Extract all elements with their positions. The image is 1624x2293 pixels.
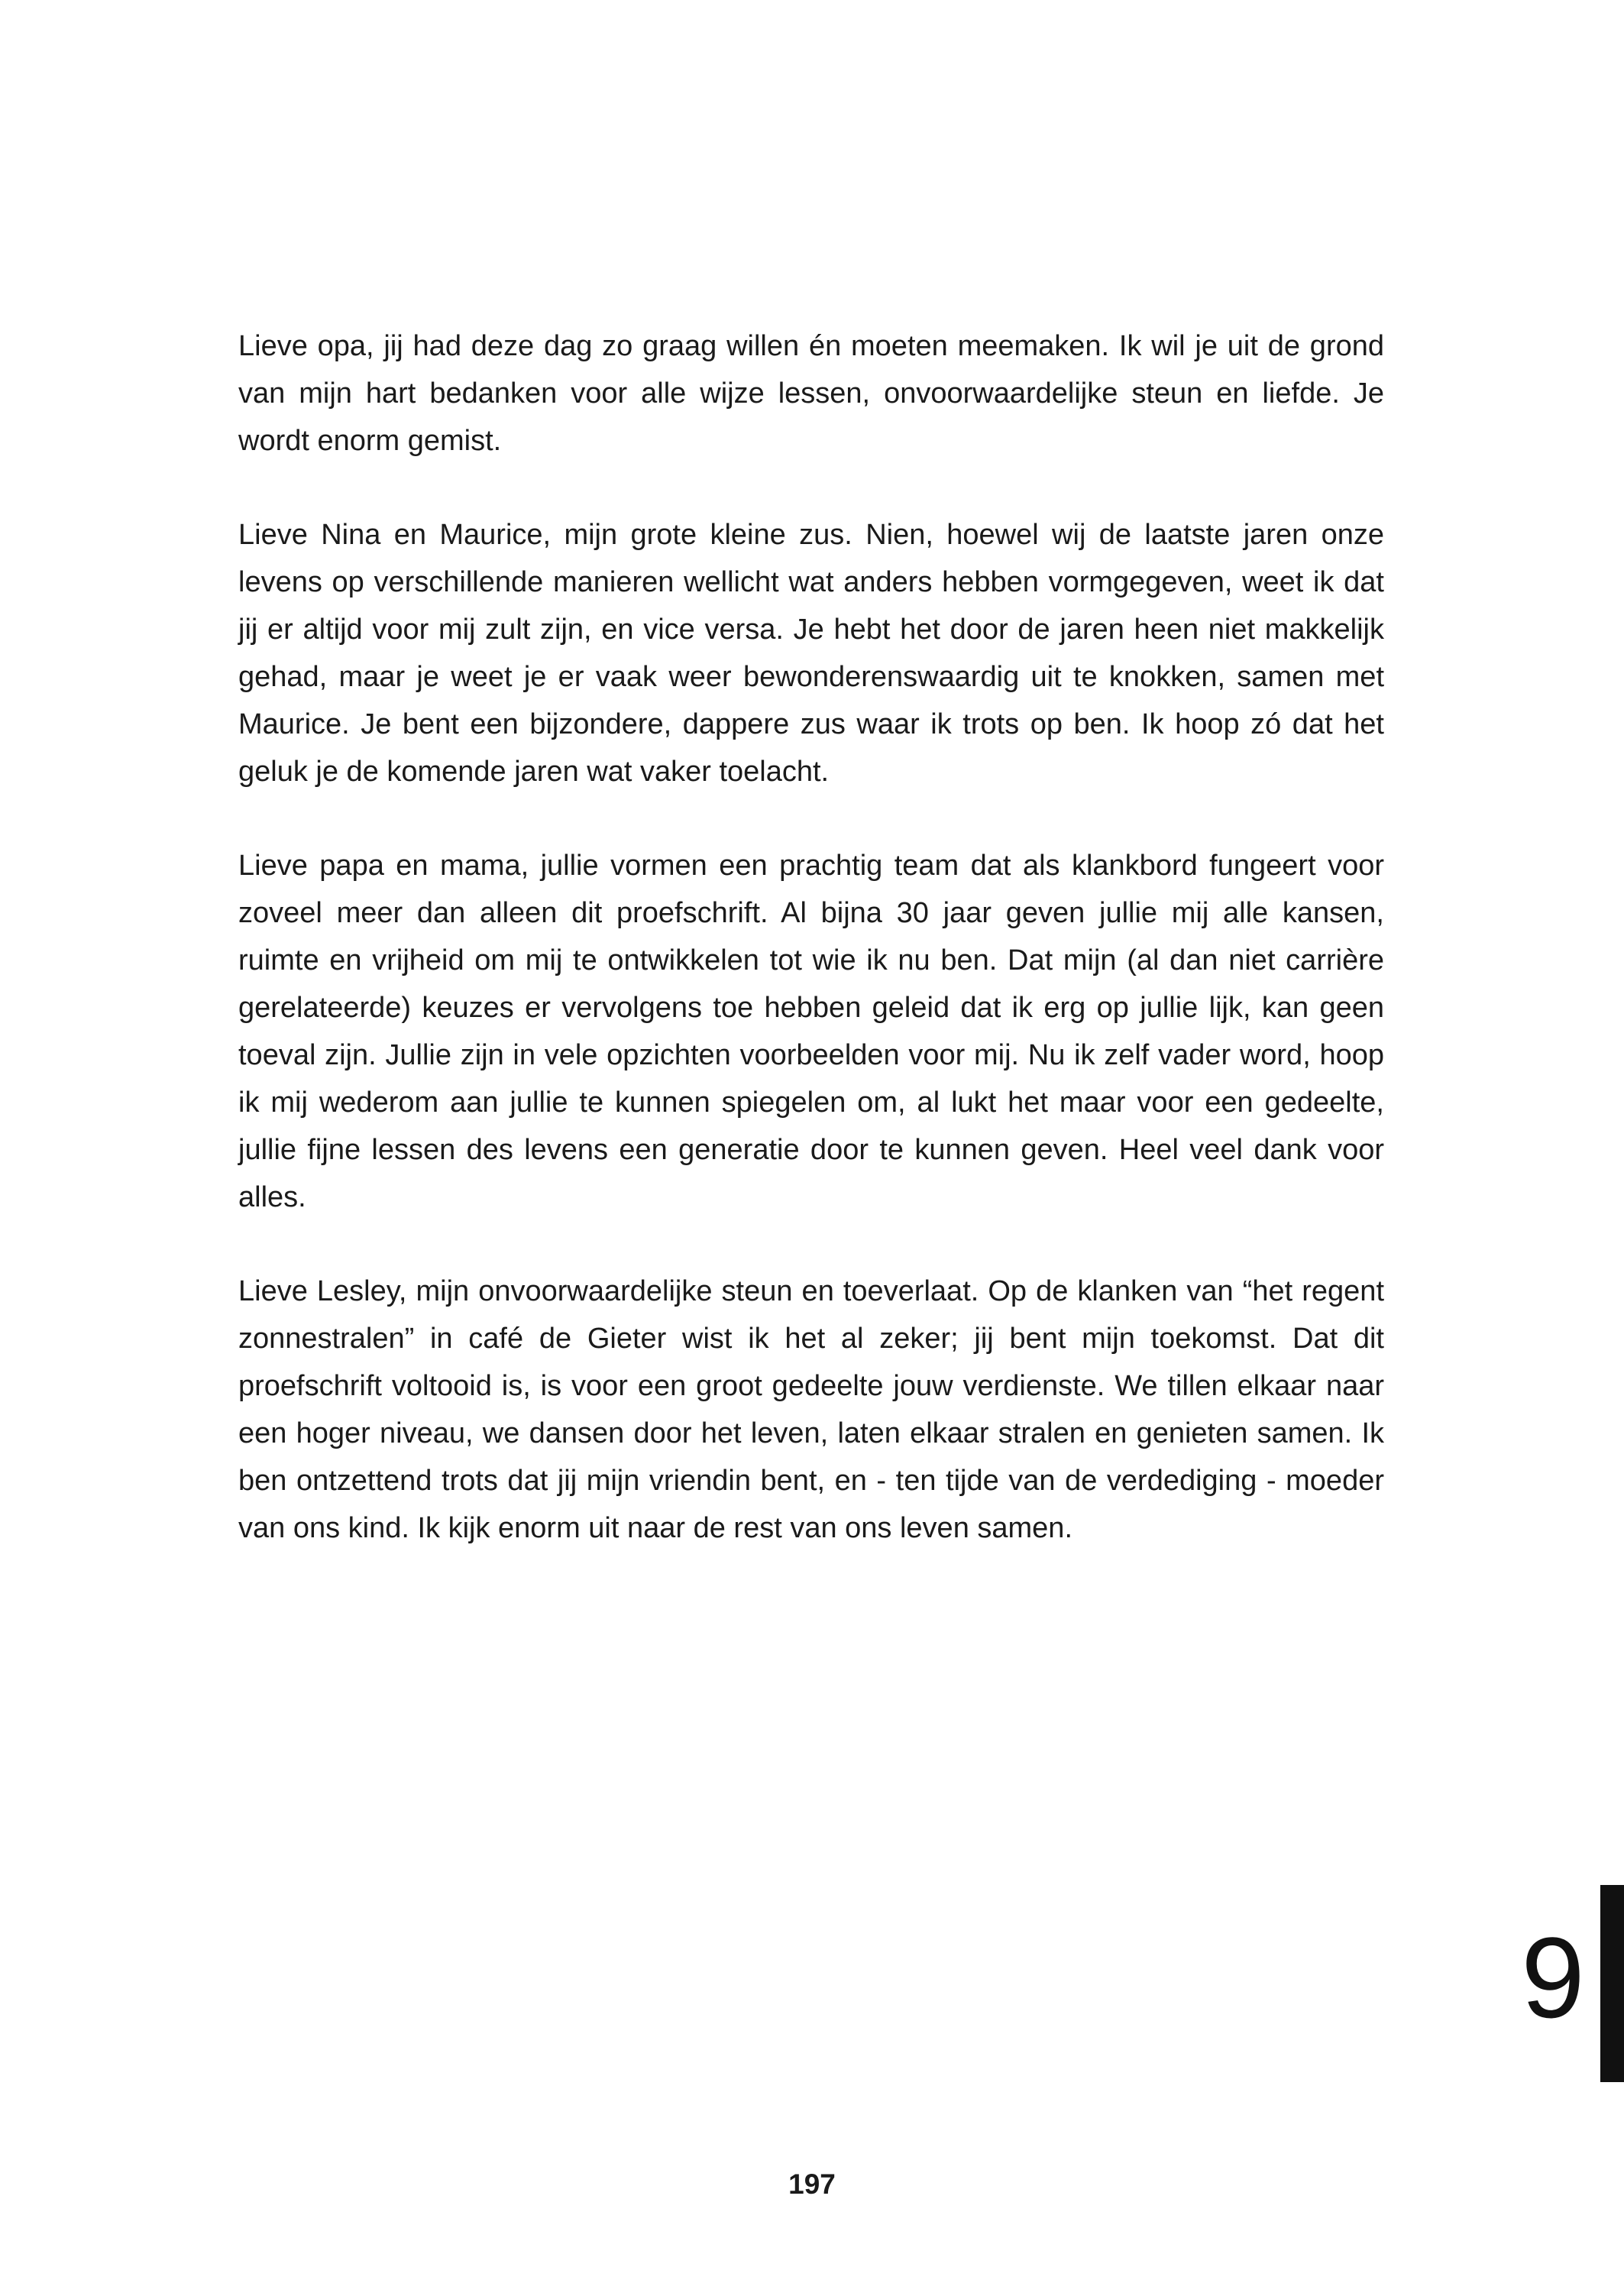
chapter-number: 9: [1521, 1913, 1585, 2042]
paragraph-papa-mama: Lieve papa en mama, jullie vormen een prachtig team dat als klankbord fungeert voor zoveel meer dan alleen dit proefschrift. Al bijna 30 jaar geven jullie mij alle kansen, ruimte en vrijheid om mij te ontwikkelen tot wie ik nu ben. Dat mijn (al dan niet carrière gerelateerde) keuzes er vervolgens toe hebben geleid dat ik erg op jullie lijk, kan geen toeval zijn. Jullie zijn in vele opzichten voorbeelden voor mij. Nu ik zelf vader word, hoop ik mij wederom aan jullie te kunnen spiegelen om, al lukt het maar voor een gedeelte, jullie fijne lessen des levens een generatie door te kunnen geven. Heel veel dank voor alles.: [238, 850, 1384, 1213]
page-number: 197: [788, 2168, 836, 2200]
acknowledgements-text: [238, 322, 1384, 1598]
paragraph-lesley: Lieve Lesley, mijn onvoorwaardelijke steun en toeverlaat. Op de klanken van “het regent zonnestralen” in café de Gieter wist ik het al zeker; jij bent mijn toekomst. Dat dit proefschrift voltooid is, is voor een groot gedeelte jouw verdienste. We tillen elkaar naar een hoger niveau, we dansen door het leven, laten elkaar stralen en genieten samen. Ik ben ontzettend trots dat jij mijn vriendin bent, en - ten tijde van de verdediging - moeder van ons kind. Ik kijk enorm uit naar de rest van ons leven samen.: [238, 1275, 1384, 1544]
chapter-tab-marker: [1600, 1885, 1624, 2082]
paragraph-opa: Lieve opa, jij had deze dag zo graag willen én moeten meemaken. Ik wil je uit de grond van mijn hart bedanken voor alle wijze lessen, onvoorwaardelijke steun en liefde. Je wordt enorm gemist.: [238, 330, 1384, 457]
paragraph-nina-maurice: Lieve Nina en Maurice, mijn grote kleine zus. Nien, hoewel wij de laatste jaren onze levens op verschillende manieren wellicht wat anders hebben vormgegeven, weet ik dat jij er altijd voor mij zult zijn, en vice versa. Je hebt het door de jaren heen niet makkelijk gehad, maar je weet je er vaak weer bewonderenswaardig uit te knokken, samen met Maurice. Je bent een bijzondere, dappere zus waar ik trots op ben. Ik hoop zó dat het geluk je de komende jaren wat vaker toelacht.: [238, 519, 1384, 788]
